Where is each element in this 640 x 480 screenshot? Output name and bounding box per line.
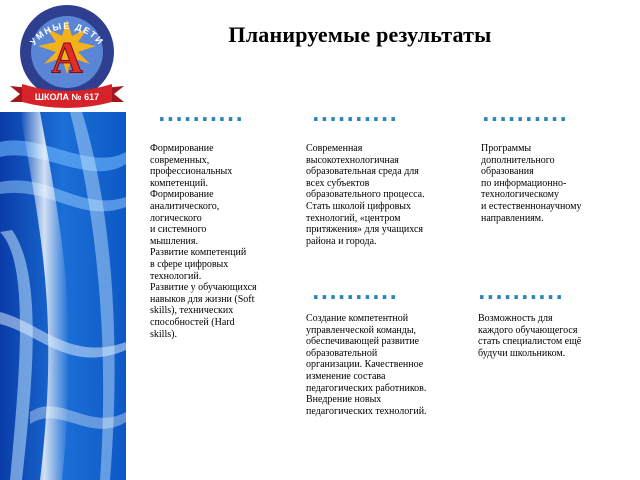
block-programs	[481, 143, 581, 224]
block-line: компетенций.	[150, 177, 208, 189]
block-environment	[306, 143, 425, 247]
block-line: аналитического,	[150, 200, 220, 212]
block-line: Возможность для	[478, 313, 553, 324]
block-line: педагогических работников.	[306, 382, 427, 394]
page-title: Планируемые результаты	[228, 22, 492, 47]
dots-placeholder: ..........	[158, 102, 244, 126]
block-line: притяжения» для учащихся	[306, 224, 424, 236]
block-line: района и города.	[306, 235, 377, 247]
block-line: изменение состава	[306, 370, 386, 382]
block-competences	[150, 143, 257, 340]
block-line: всех субъектов	[306, 177, 370, 189]
block-line: современных,	[150, 154, 210, 166]
block-line: Внедрение новых	[306, 394, 382, 406]
block-line: управленческой команды,	[306, 324, 417, 336]
block-line: skills), технических	[150, 305, 234, 317]
block-line: Современная	[306, 143, 363, 154]
block-line: технологий, «центром	[306, 212, 401, 224]
logo-banner-text: ШКОЛА № 617	[34, 92, 100, 102]
block-opportunity	[478, 313, 581, 359]
logo-arc-text: УМНЫЕ ДЕТИ	[28, 20, 106, 48]
block-line: организации. Качественное	[306, 359, 424, 371]
block-line: образовательная среда для	[306, 166, 419, 178]
block-line: и естественнонаучному	[481, 200, 582, 212]
block-line: дополнительного	[481, 154, 555, 166]
block-line: Развитие у обучающихся	[150, 282, 257, 294]
block-line: будучи школьником.	[478, 347, 566, 359]
block-line: мышления.	[150, 235, 198, 247]
school-logo	[6, 2, 128, 110]
block-line: и системного	[150, 224, 207, 236]
block-line: образовательного процесса.	[306, 189, 425, 201]
block-line: Создание компетентной	[306, 313, 409, 324]
block-line: в сфере цифровых	[150, 258, 229, 270]
block-line: Формирование	[150, 189, 214, 201]
block-line: профессиональных	[150, 166, 233, 178]
block-line: Программы	[481, 143, 532, 154]
block-line: Формирование	[150, 143, 214, 154]
block-line: способностей (Hard	[150, 316, 235, 328]
block-line: направлениям.	[481, 212, 544, 224]
block-line: технологий.	[150, 270, 202, 282]
block-line: педагогических технологий.	[306, 405, 427, 417]
block-team	[306, 313, 427, 417]
dots-placeholder: ..........	[482, 102, 568, 126]
logo-letter: А	[51, 33, 83, 82]
block-line: образования	[481, 166, 534, 178]
block-line: обеспечивающей развитие	[306, 336, 420, 348]
block-line: skills).	[150, 328, 177, 340]
decorative-blue-panel	[0, 112, 126, 480]
dots-placeholder: ..........	[312, 280, 398, 304]
block-line: навыков для жизни (Soft	[150, 293, 255, 305]
block-line: логического	[150, 212, 202, 224]
block-line: образовательной	[306, 347, 378, 359]
dots-placeholder: ..........	[478, 280, 564, 304]
block-line: технологическому	[481, 189, 559, 201]
block-line: Развитие компетенций	[150, 247, 247, 259]
block-line: Стать школой цифровых	[306, 200, 412, 212]
dots-placeholder: ..........	[312, 102, 398, 126]
block-line: высокотехнологичная	[306, 154, 399, 166]
block-line: стать специалистом ещё	[478, 336, 582, 348]
block-line: по информационно-	[481, 177, 567, 189]
block-line: каждого обучающегося	[478, 324, 578, 336]
